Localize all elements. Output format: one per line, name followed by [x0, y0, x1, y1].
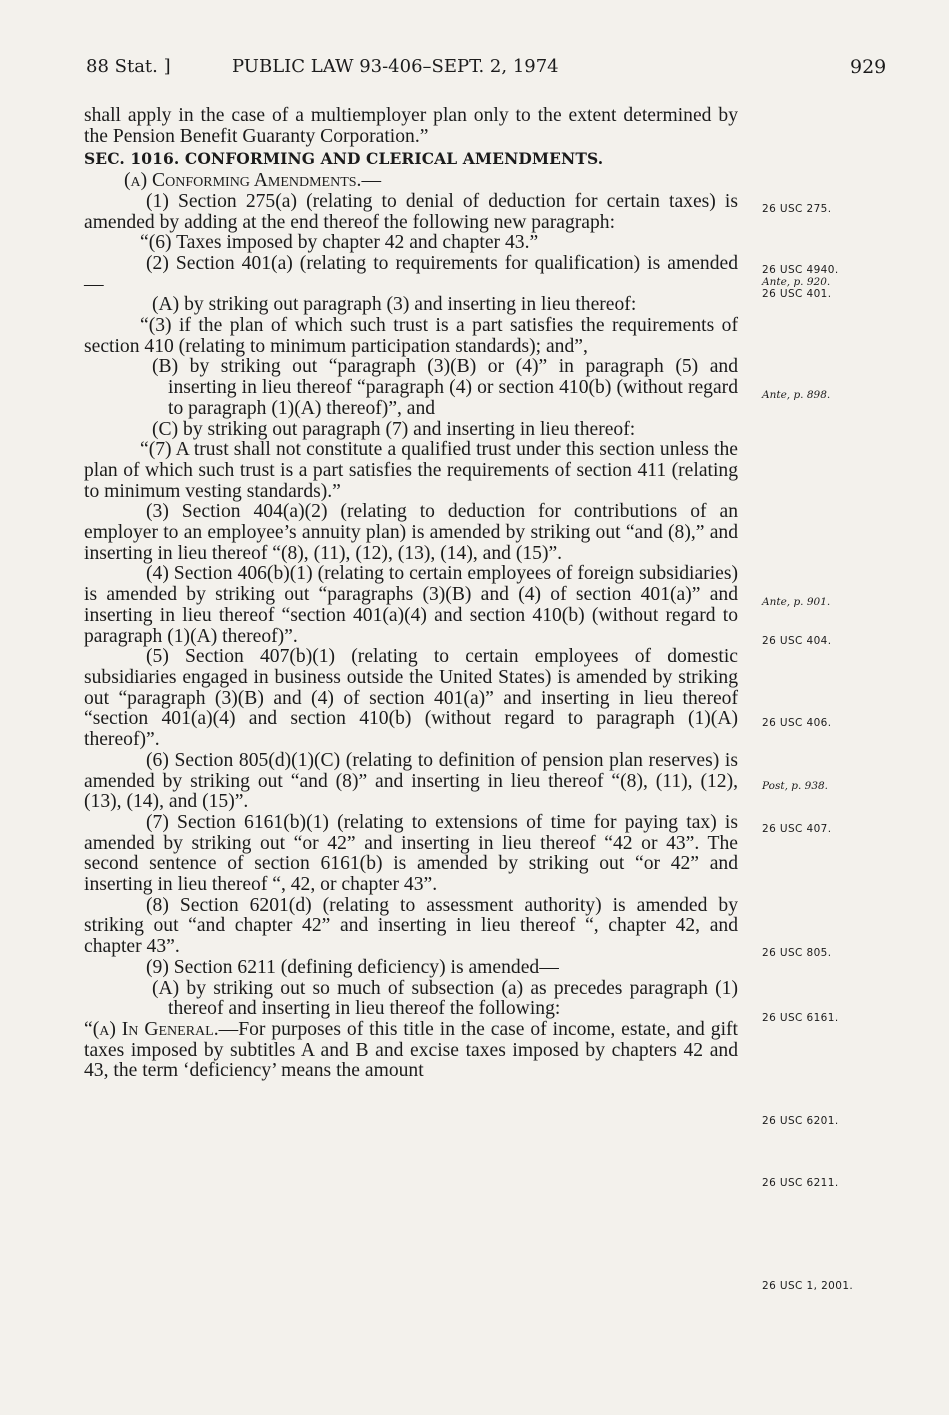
paragraph-7: (7) Section 6161(b)(1) (relating to extensions of time for paying tax) is amended by striking out “or 42” and inserting in lieu thereof “42 or 43”. The second sentence of section 6161(b) is amended by striking out “or 42” and inserting in lieu thereof “, 42, or chapter 43”. [84, 811, 738, 896]
margin-note: 26 USC 6211. [762, 1177, 839, 1189]
margin-note-ref: Ante, p. 920. [762, 276, 831, 288]
quoted-subsection-a-text: —For purposes of this title in the case of income, estate, and gift taxes imposed by subtitles A and B and excise taxes imposed by chapters 42 and 43, the term ‘deficiency’ means the amount [84, 1018, 738, 1082]
subsection-a-heading [84, 171, 738, 192]
margin-note [762, 390, 830, 401]
page-number: 929 [850, 56, 887, 78]
margin-note-ref: Ante, p. 901. [762, 596, 831, 608]
margin-note: 26 USC 1, 2001. [762, 1280, 854, 1292]
paragraph-3: (3) Section 404(a)(2) (relating to deduction for contributions of an employer to an employee’s annuity plan) is amended by striking out “and (8),” and inserting in lieu thereof “(8), (11), (12), (13), (14), and (15)”. [84, 501, 738, 564]
paragraph-4: (4) Section 406(b)(1) (relating to certain employees of foreign subsidiaries) is amended by striking out “paragraphs (3)(B) and (4) of section 401(a)” and inserting in lieu thereof “section 401(a)(4) and section 410(b) (without regard to paragraph (1)(A) thereof)”. [84, 563, 738, 647]
quoted-subsection-a [84, 1020, 738, 1082]
paragraph-1: (1) Section 275(a) (relating to denial of deduction for certain taxes) is amended by adding at the end thereof the following new paragraph: [84, 190, 738, 233]
paragraph-continuation: shall apply in the case of a multiemployer plan only to the extent determined by the Pension Benefit Guaranty Corporation.” [84, 105, 738, 147]
margin-note: 26 USC 4940. [762, 264, 839, 276]
paragraph-5: (5) Section 407(b)(1) (relating to certain employees of domestic subsidiaries engaged in business outside the United States) is amended by striking out “paragraph (3)(B) and (4) of section 401(a)” and inserting in lieu thereof “section 401(a)(4) and section 410(b) (without regard to paragraph (1)(A) thereof)”. [84, 646, 738, 751]
margin-note: 26 USC 6201. [762, 1115, 839, 1127]
paragraph-8: (8) Section 6201(d) (relating to assessment authority) is amended by striking out “and chapter 42” and inserting in lieu thereof “, chapter 42, and chapter 43”. [84, 894, 738, 958]
margin-note-ref: Ante, p. 898. [762, 389, 831, 401]
running-header-statute: 88 Stat. ] [86, 56, 171, 77]
margin-note [762, 277, 830, 288]
margin-note [762, 597, 830, 608]
running-header-title: PUBLIC LAW 93-406–SEPT. 2, 1974 [232, 56, 559, 77]
margin-note: 26 USC 401. [762, 288, 832, 300]
quoted-paragraph-7: “(7) A trust shall not constitute a qualified trust under this section unless the plan of which such trust is a part satisfies the requirements of section 411 (relating to minimum vesting standards).” [84, 439, 738, 502]
margin-note: 26 USC 407. [762, 823, 832, 835]
margin-note: 26 USC 805. [762, 947, 832, 959]
paragraph-6: (6) Section 805(d)(1)(C) (relating to definition of pension plan reserves) is amended by striking out “and (8)” and inserting in lieu thereof “(8), (11), (12), (13), (14), and (15)”. [84, 749, 738, 813]
paragraph-2-b: (B) by striking out “paragraph (3)(B) or (4)” in paragraph (5) and inserting in lieu thereof “paragraph (4) or section 410(b) (without regard to paragraph (1)(A) thereof)”, and [152, 356, 738, 419]
paragraph-9: (9) Section 6211 (defining deficiency) is amended— [146, 956, 559, 978]
margin-note [762, 781, 828, 792]
margin-note: 26 USC 275. [762, 203, 832, 215]
margin-note: 26 USC 6161. [762, 1012, 839, 1024]
quoted-paragraph-3: “(3) if the plan of which such trust is a part satisfies the requirements of section 410 (relating to minimum participation standards); and”, [84, 315, 738, 357]
body-text [84, 106, 738, 1082]
paragraph-9-a: (A) by striking out so much of subsection (a) as precedes paragraph (1) thereof and inserting in lieu thereof the following: [152, 977, 738, 1020]
quoted-paragraph-6: “(6) Taxes imposed by chapter 42 and chapter 43.” [140, 232, 539, 254]
paragraph-2: (2) Section 401(a) (relating to requirements for qualification) is amended— [84, 252, 738, 295]
paragraph-2-c: (C) by striking out paragraph (7) and inserting in lieu thereof: [152, 418, 636, 440]
section-heading: SEC. 1016. CONFORMING AND CLERICAL AMENDMENTS. [84, 149, 604, 169]
margin-note: 26 USC 404. [762, 635, 832, 647]
quoted-subsection-a-lead: “(a) In General. [84, 1018, 219, 1040]
margin-note: 26 USC 406. [762, 717, 832, 729]
margin-note-ref: Post, p. 938. [762, 780, 829, 792]
subsection-a-label: (a) Conforming Amendments.— [124, 170, 382, 192]
paragraph-2-a: (A) by striking out paragraph (3) and inserting in lieu thereof: [152, 294, 637, 316]
